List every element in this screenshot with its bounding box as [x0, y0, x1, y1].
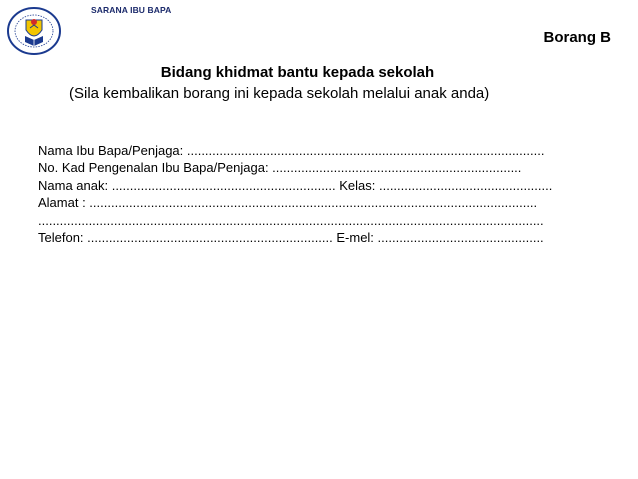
- form-title: Bidang khidmat bantu kepada sekolah: [160, 64, 435, 81]
- field-parent-ic: No. Kad Pengenalan Ibu Bapa/Penjaga: .....................................................................: [38, 160, 522, 176]
- form-fields: [38, 142, 603, 246]
- form-subtitle: (Sila kembalikan borang ini kepada sekolah melalui anak anda): [69, 85, 490, 102]
- header-label: SARANA IBU BAPA: [91, 5, 172, 15]
- form-code: Borang B: [543, 29, 611, 46]
- field-address: Alamat : ............................................................................................................................: [38, 195, 538, 211]
- field-phone-email: Telefon: .................................................................... E-mel: ..............................................: [38, 230, 544, 246]
- field-child-name-class: Nama anak: .............................................................. Kelas: ................................................: [38, 177, 553, 193]
- field-address-continued: ............................................................................................................................................: [38, 212, 544, 228]
- field-parent-name: Nama Ibu Bapa/Penjaga: ...................................................................................................: [38, 143, 545, 158]
- school-crest-icon: [6, 6, 62, 56]
